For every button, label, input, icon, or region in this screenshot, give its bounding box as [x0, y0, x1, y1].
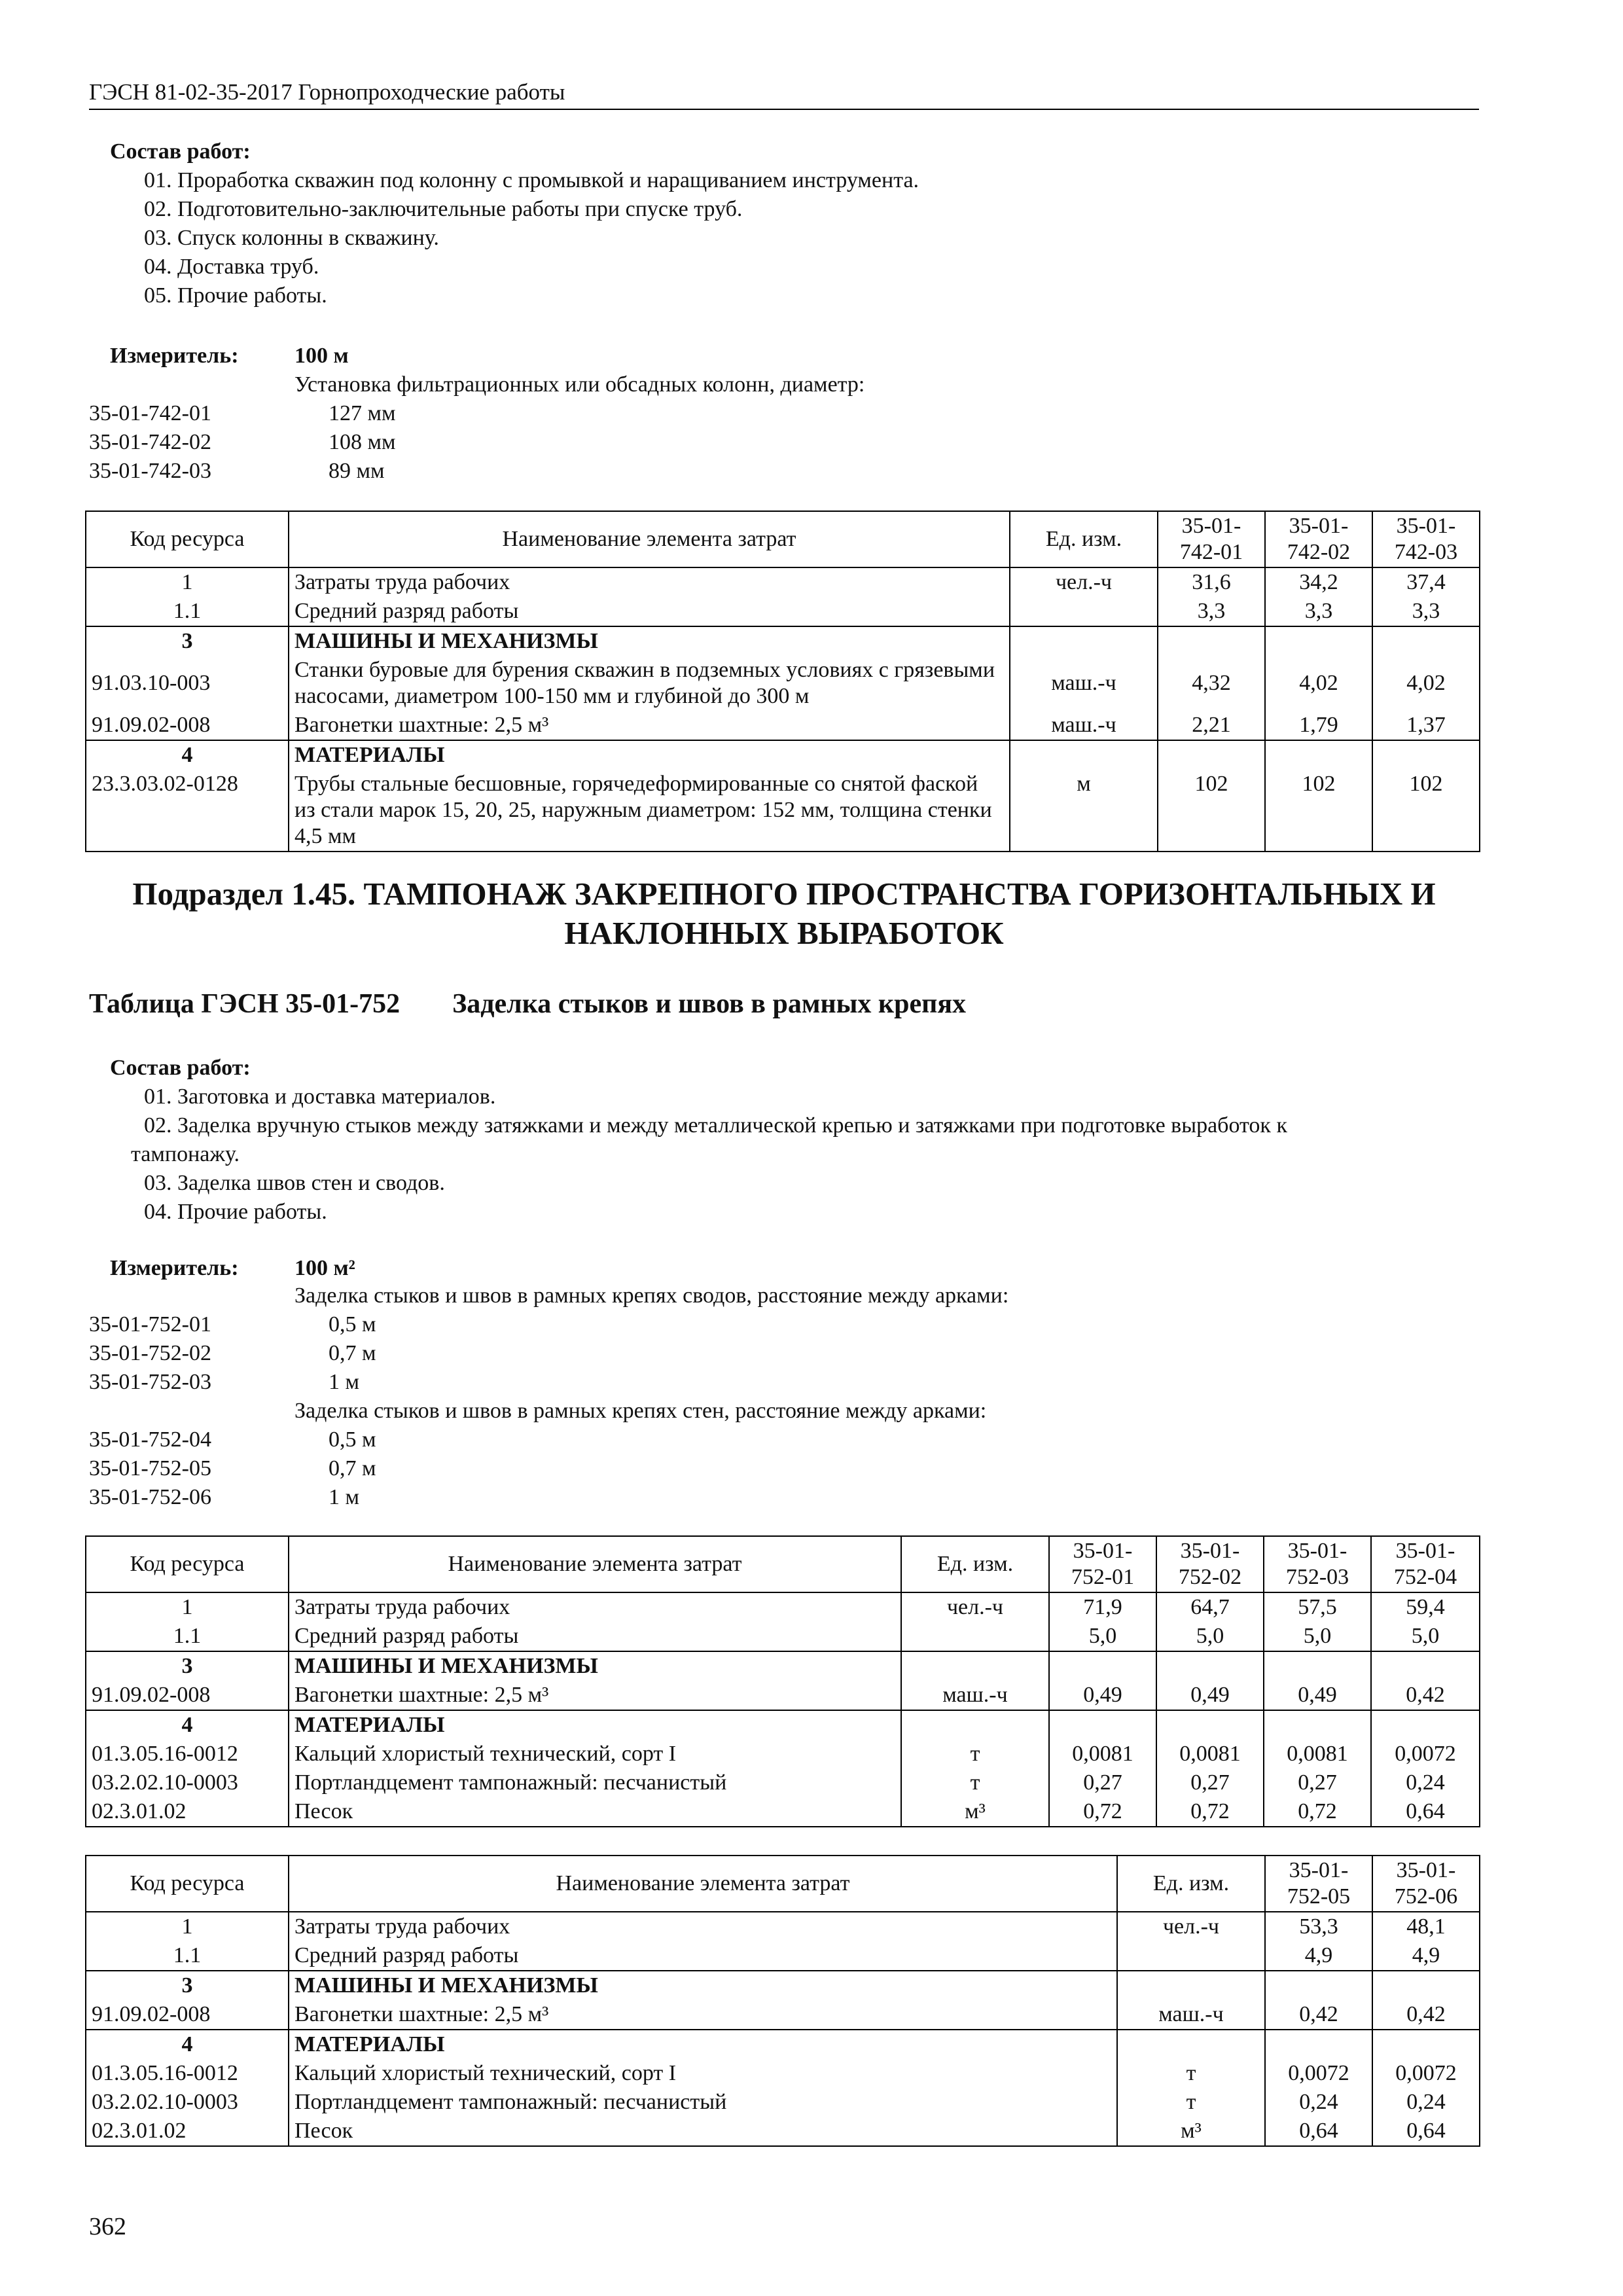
section-title: МАТЕРИАЛЫ [289, 1710, 901, 1740]
norm-size: 0,5 м [329, 1427, 376, 1452]
resource-unit: т [901, 1740, 1049, 1768]
resource-value: 5,0 [1156, 1622, 1264, 1651]
table-row [86, 1622, 1480, 1651]
col-header-unit: Ед. изм. [901, 1536, 1049, 1592]
resource-name: Средний разряд работы [289, 597, 1010, 626]
resource-value: 64,7 [1156, 1592, 1264, 1622]
work-item: 02. Подготовительно-заключительные работы при спуске труб. [144, 197, 743, 221]
resource-value: 3,3 [1265, 597, 1372, 626]
resource-unit: м³ [901, 1797, 1049, 1827]
resource-value: 4,02 [1265, 656, 1372, 711]
resource-name: Вагонетки шахтные: 2,5 м³ [289, 2000, 1117, 2030]
resource-unit: чел.-ч [901, 1592, 1049, 1622]
resource-name: Станки буровые для бурения скважин в подземных условиях с грязевыми насосами, диаметром 100-150 мм и глубиной до 300 м [289, 656, 1010, 711]
norm-code: 35-01-742-01 [89, 401, 211, 425]
resource-value: 102 [1265, 770, 1372, 852]
resource-unit: т [1117, 2088, 1265, 2117]
col-header-norm: 35-01-752-01 [1049, 1536, 1156, 1592]
norm-size: 0,5 м [329, 1312, 376, 1336]
resource-value: 0,27 [1156, 1768, 1264, 1797]
section-title: МАТЕРИАЛЫ [289, 2030, 1117, 2059]
col-header-norm: 35-01-752-05 [1265, 1856, 1372, 1912]
norm-code: 35-01-752-02 [89, 1341, 211, 1365]
resource-value: 31,6 [1158, 567, 1265, 597]
resource-code: 1 [86, 567, 289, 597]
measure-block-2 [110, 1254, 355, 1283]
resource-value: 0,0072 [1371, 1740, 1480, 1768]
resource-value: 2,21 [1158, 711, 1265, 740]
resource-value: 0,42 [1372, 2000, 1480, 2030]
resource-code: 01.3.05.16-0012 [86, 2059, 289, 2088]
composition-title: Состав работ: [110, 1056, 251, 1080]
resource-value: 0,42 [1265, 2000, 1372, 2030]
measure-value: 100 м² [294, 1256, 355, 1280]
resource-name: Портландцемент тампонажный: песчанистый [289, 2088, 1117, 2117]
table-section-row [86, 1710, 1480, 1740]
resource-code: 4 [86, 740, 289, 770]
resource-code: 4 [86, 1710, 289, 1740]
composition-title: Состав работ: [110, 139, 251, 164]
table-row [86, 2117, 1480, 2146]
norm-code: 35-01-752-03 [89, 1370, 211, 1394]
running-header: ГЭСН 81-02-35-2017 Горнопроходческие работы [89, 77, 1479, 110]
resource-code: 91.09.02-008 [86, 1681, 289, 1710]
resource-value: 4,9 [1372, 1941, 1480, 1971]
table-row [86, 770, 1480, 852]
work-item: 02. Заделка вручную стыков между затяжками и между металлической крепью и затяжками при подготовке выработок к [144, 1113, 1287, 1138]
norm-size: 89 мм [329, 459, 385, 483]
page-number: 362 [89, 2213, 126, 2240]
resource-value: 0,49 [1049, 1681, 1156, 1710]
resource-name: Песок [289, 2117, 1117, 2146]
col-header-code: Код ресурса [86, 1856, 289, 1912]
resource-code: 02.3.01.02 [86, 1797, 289, 1827]
resource-value: 0,72 [1156, 1797, 1264, 1827]
resource-table-752-b [85, 1855, 1480, 2147]
resource-code: 4 [86, 2030, 289, 2059]
table-row [86, 2088, 1480, 2117]
resource-value: 1,79 [1265, 711, 1372, 740]
resource-code: 91.09.02-008 [86, 711, 289, 740]
resource-value: 0,24 [1372, 2088, 1480, 2117]
resource-value: 0,64 [1372, 2117, 1480, 2146]
resource-name: Кальций хлористый технический, сорт I [289, 1740, 901, 1768]
norm-code: 35-01-752-05 [89, 1456, 211, 1480]
resource-name: Кальций хлористый технический, сорт I [289, 2059, 1117, 2088]
resource-name: Песок [289, 1797, 901, 1827]
norm-code: 35-01-752-01 [89, 1312, 211, 1336]
resource-code: 1 [86, 1912, 289, 1941]
composition-block-1 [110, 137, 919, 310]
work-item-continuation: тампонажу. [131, 1142, 240, 1166]
col-header-name: Наименование элемента затрат [289, 1856, 1117, 1912]
resource-value: 3,3 [1158, 597, 1265, 626]
resource-value: 5,0 [1371, 1622, 1480, 1651]
resource-unit: м³ [1117, 2117, 1265, 2146]
resource-value: 0,72 [1049, 1797, 1156, 1827]
resource-name: Затраты труда рабочих [289, 1912, 1117, 1941]
resource-value: 0,0072 [1372, 2059, 1480, 2088]
col-header-norm: 35-01-752-04 [1371, 1536, 1480, 1592]
section-title: МАТЕРИАЛЫ [289, 740, 1010, 770]
norm-size: 1 м [329, 1370, 360, 1394]
norm-code: 35-01-742-03 [89, 459, 211, 483]
resource-value: 102 [1158, 770, 1265, 852]
measure-label: Измеритель: [110, 344, 239, 368]
col-header-norm: 35-01-742-01 [1158, 511, 1265, 567]
table-row [86, 1912, 1480, 1941]
norm-size: 127 мм [329, 401, 396, 425]
measure-value: 100 м [294, 344, 349, 368]
code-list-1 [89, 370, 865, 486]
norm-code: 35-01-742-02 [89, 430, 211, 454]
table-row [86, 597, 1480, 626]
table-row [86, 1592, 1480, 1622]
resource-code: 1.1 [86, 597, 289, 626]
col-header-norm: 35-01-752-03 [1264, 1536, 1371, 1592]
section-title: МАШИНЫ И МЕХАНИЗМЫ [289, 626, 1010, 656]
table-row [86, 1941, 1480, 1971]
table-row [86, 1768, 1480, 1797]
resource-value: 0,49 [1264, 1681, 1371, 1710]
resource-name: Средний разряд работы [289, 1941, 1117, 1971]
resource-unit: маш.-ч [1117, 2000, 1265, 2030]
col-header-norm: 35-01-742-03 [1372, 511, 1480, 567]
resource-value: 3,3 [1372, 597, 1480, 626]
resource-code: 1.1 [86, 1941, 289, 1971]
resource-code: 91.09.02-008 [86, 2000, 289, 2030]
resource-unit: т [901, 1768, 1049, 1797]
resource-value: 4,02 [1372, 656, 1480, 711]
resource-value: 0,72 [1264, 1797, 1371, 1827]
resource-value: 0,0081 [1264, 1740, 1371, 1768]
resource-value: 0,64 [1371, 1797, 1480, 1827]
work-item: 03. Спуск колонны в скважину. [144, 226, 439, 250]
table-section-row [86, 626, 1480, 656]
resource-value: 0,24 [1371, 1768, 1480, 1797]
resource-value: 0,27 [1264, 1768, 1371, 1797]
resource-code: 91.03.10-003 [86, 656, 289, 711]
resource-value: 0,0081 [1049, 1740, 1156, 1768]
resource-unit: маш.-ч [901, 1681, 1049, 1710]
resource-unit: маш.-ч [1010, 656, 1158, 711]
norm-size: 0,7 м [329, 1456, 376, 1480]
resource-value: 48,1 [1372, 1912, 1480, 1941]
table-row [86, 1797, 1480, 1827]
table-row [86, 711, 1480, 740]
resource-name: Затраты труда рабочих [289, 567, 1010, 597]
work-item: 01. Заготовка и доставка материалов. [144, 1085, 496, 1109]
section-title: МАШИНЫ И МЕХАНИЗМЫ [289, 1971, 1117, 2000]
table-section-row [86, 2030, 1480, 2059]
resource-table-752-a [85, 1535, 1480, 1827]
resource-value: 0,0072 [1265, 2059, 1372, 2088]
col-header-unit: Ед. изм. [1010, 511, 1158, 567]
col-header-norm: 35-01-752-06 [1372, 1856, 1480, 1912]
resource-code: 3 [86, 626, 289, 656]
norm-size: 0,7 м [329, 1341, 376, 1365]
resource-value: 5,0 [1049, 1622, 1156, 1651]
resource-value: 59,4 [1371, 1592, 1480, 1622]
resource-unit [901, 1622, 1049, 1651]
subsection-heading: Подраздел 1.45. ТАМПОНАЖ ЗАКРЕПНОГО ПРОСТРАНСТВА ГОРИЗОНТАЛЬНЫХ И НАКЛОННЫХ ВЫРАБОТОК [132, 876, 1436, 951]
resource-code: 3 [86, 1651, 289, 1681]
col-header-unit: Ед. изм. [1117, 1856, 1265, 1912]
resource-value: 71,9 [1049, 1592, 1156, 1622]
resource-unit [1117, 1941, 1265, 1971]
section-title: МАШИНЫ И МЕХАНИЗМЫ [289, 1651, 901, 1681]
measure-description: Установка фильтрационных или обсадных колонн, диаметр: [294, 372, 865, 397]
table-section-row [86, 1971, 1480, 2000]
measure-block-1 [110, 342, 349, 370]
resource-code: 01.3.05.16-0012 [86, 1740, 289, 1768]
resource-value: 0,24 [1265, 2088, 1372, 2117]
work-item: 05. Прочие работы. [144, 283, 327, 308]
norm-size: 1 м [329, 1485, 360, 1509]
resource-value: 102 [1372, 770, 1480, 852]
resource-name: Трубы стальные бесшовные, горячедеформированные со снятой фаской из стали марок 15, 20, 25, наружным диаметром: 152 мм, толщина стенки 4,5 мм [289, 770, 1010, 852]
resource-value: 37,4 [1372, 567, 1480, 597]
resource-unit: м [1010, 770, 1158, 852]
measure-description: Заделка стыков и швов в рамных крепях сводов, расстояние между арками: [294, 1283, 1009, 1308]
norm-code: 35-01-752-06 [89, 1485, 211, 1509]
table-row [86, 567, 1480, 597]
table-name: Заделка стыков и швов в рамных крепях [452, 989, 967, 1019]
col-header-code: Код ресурса [86, 1536, 289, 1592]
measure-description: Заделка стыков и швов в рамных крепях стен, расстояние между арками: [294, 1399, 987, 1423]
resource-value: 0,64 [1265, 2117, 1372, 2146]
norm-size: 108 мм [329, 430, 396, 454]
table-header-row [86, 1856, 1480, 1912]
resource-name: Средний разряд работы [289, 1622, 901, 1651]
resource-unit: чел.-ч [1010, 567, 1158, 597]
col-header-name: Наименование элемента затрат [289, 1536, 901, 1592]
col-header-name: Наименование элемента затрат [289, 511, 1010, 567]
resource-value: 0,27 [1049, 1768, 1156, 1797]
table-header-row [86, 1536, 1480, 1592]
composition-block-2 [110, 1054, 1478, 1227]
resource-value: 5,0 [1264, 1622, 1371, 1651]
table-row [86, 1681, 1480, 1710]
table-header-row [86, 511, 1480, 567]
resource-name: Вагонетки шахтные: 2,5 м³ [289, 1681, 901, 1710]
table-number: Таблица ГЭСН 35-01-752 [89, 989, 401, 1019]
measure-label: Измеритель: [110, 1256, 239, 1280]
resource-code: 1 [86, 1592, 289, 1622]
col-header-norm: 35-01-742-02 [1265, 511, 1372, 567]
resource-name: Вагонетки шахтные: 2,5 м³ [289, 711, 1010, 740]
work-item: 04. Прочие работы. [144, 1200, 327, 1224]
table-section-row [86, 740, 1480, 770]
resource-value: 4,32 [1158, 656, 1265, 711]
table-section-row [86, 1651, 1480, 1681]
resource-value: 1,37 [1372, 711, 1480, 740]
resource-value: 0,49 [1156, 1681, 1264, 1710]
table-title [89, 987, 966, 1021]
resource-name: Затраты труда рабочих [289, 1592, 901, 1622]
resource-code: 1.1 [86, 1622, 289, 1651]
resource-value: 57,5 [1264, 1592, 1371, 1622]
table-row [86, 1740, 1480, 1768]
resource-value: 4,9 [1265, 1941, 1372, 1971]
resource-code: 03.2.02.10-0003 [86, 1768, 289, 1797]
work-item: 01. Проработка скважин под колонну с промывкой и наращиванием инструмента. [144, 168, 919, 192]
resource-value: 0,42 [1371, 1681, 1480, 1710]
resource-unit: маш.-ч [1010, 711, 1158, 740]
table-row [86, 2059, 1480, 2088]
resource-unit: т [1117, 2059, 1265, 2088]
resource-unit [1010, 597, 1158, 626]
resource-value: 0,0081 [1156, 1740, 1264, 1768]
resource-code: 3 [86, 1971, 289, 2000]
resource-value: 34,2 [1265, 567, 1372, 597]
resource-code: 02.3.01.02 [86, 2117, 289, 2146]
table-row [86, 656, 1480, 711]
norm-code: 35-01-752-04 [89, 1427, 211, 1452]
resource-name: Портландцемент тампонажный: песчанистый [289, 1768, 901, 1797]
code-list-2 [89, 1282, 1008, 1512]
col-header-norm: 35-01-752-02 [1156, 1536, 1264, 1592]
resource-unit: чел.-ч [1117, 1912, 1265, 1941]
resource-value: 53,3 [1265, 1912, 1372, 1941]
col-header-code: Код ресурса [86, 511, 289, 567]
work-item: 04. Доставка труб. [144, 255, 319, 279]
table-row [86, 2000, 1480, 2030]
resource-table-742 [85, 511, 1480, 852]
resource-code: 23.3.03.02-0128 [86, 770, 289, 852]
resource-code: 03.2.02.10-0003 [86, 2088, 289, 2117]
work-item: 03. Заделка швов стен и сводов. [144, 1171, 445, 1195]
